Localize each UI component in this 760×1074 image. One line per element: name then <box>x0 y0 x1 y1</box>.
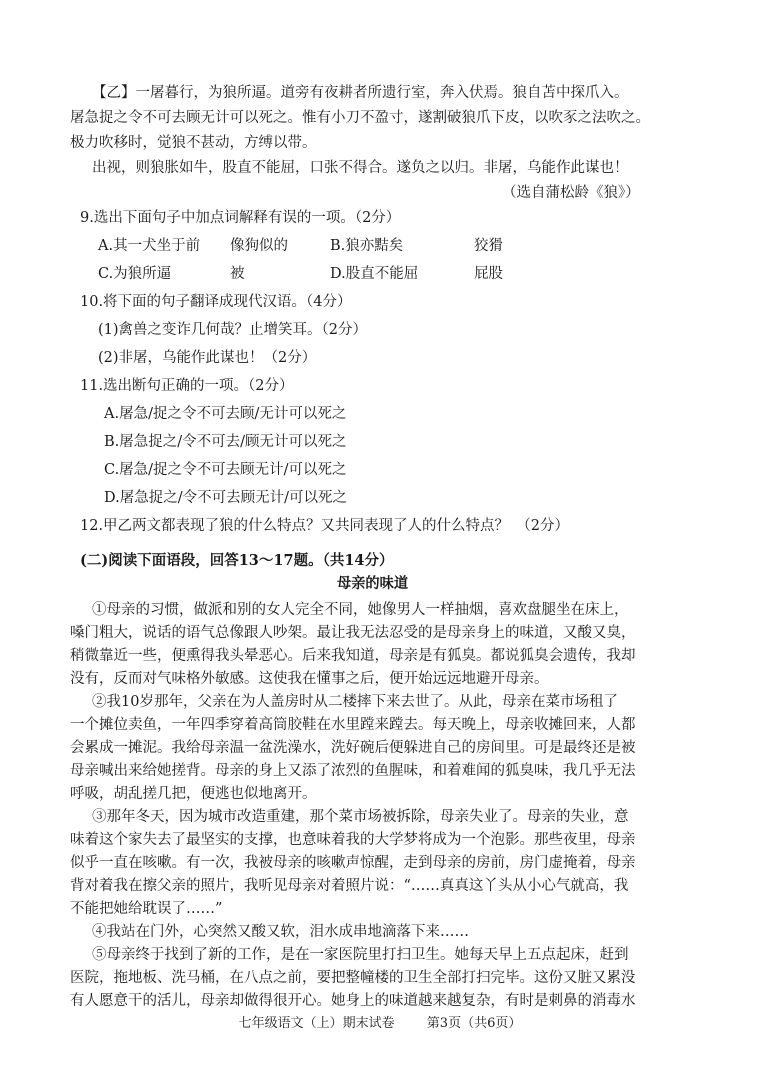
passage-b-line-3: 极力吹移时，觉狼不甚动，方缚以带。 <box>70 135 317 151</box>
article-line-4: 没有，反而对气味格外敏感。这使我在懂事之后，便开始远远地避开母亲。 <box>70 671 549 687</box>
q10-stem: 10.将下面的句子翻译成现代汉语。（4分） <box>80 294 352 310</box>
article-title: 母亲的味道 <box>336 576 409 592</box>
article-line-15: ④我站在门外，心突然又酸又软，泪水成串地滴落下来…… <box>92 924 469 940</box>
q9-option-b: B.狼亦黠矣 <box>330 238 404 254</box>
article-line-10: ③那年冬天，因为城市改造重建，那个菜市场被拆除，母亲失业了。母亲的失业，意 <box>92 809 629 825</box>
article-line-12: 似乎一直在咳嗽。有一次，我被母亲的咳嗽声惊醒，走到母亲的房前，房门虚掩着，母亲 <box>70 855 636 871</box>
q11-option-c: C.屠急/捉之令不可去顾无计/可以死之 <box>104 462 347 478</box>
q9-option-a: A.其一犬坐于前 <box>98 238 201 254</box>
article-line-18: 有人愿意干的活儿，母亲却做得很开心。她身上的味道越来越复杂，有时是刺鼻的消毒水 <box>70 993 636 1009</box>
q9-option-d: D.股直不能屈 <box>330 266 419 282</box>
article-line-16: ⑤母亲终于找到了新的工作，是在一家医院里打扫卫生。她每天早上五点起床，赶到 <box>92 947 629 963</box>
article-line-17: 医院，拖地板、洗马桶，在八点之前，要把整幢楼的卫生全部打扫完毕。这份又脏又累没 <box>70 970 636 986</box>
footer-exam-title: 七年级语文（上）期末试卷 <box>238 1016 395 1031</box>
article-line-14: 不能把她给耽误了……” <box>70 901 223 917</box>
section2-heading: (二)阅读下面语段，回答13～17题。（共14分） <box>80 552 394 569</box>
article-line-3: 稍微靠近一些，便熏得我头晕恶心。后来我知道，母亲是有狐臭。都说狐臭会遗传，我却 <box>70 648 636 664</box>
q11-option-b: B.屠急捉之/令不可去/顾无计可以死之 <box>104 434 347 450</box>
q10-item-1: (1)禽兽之变诈几何哉？止增笑耳。（2分） <box>98 322 368 338</box>
article-line-9: 呼吸，胡乱搓几把，便逃也似地离开。 <box>70 786 317 802</box>
q11-stem: 11.选出断句正确的一项。（2分） <box>80 378 294 394</box>
article-line-13: 背对着我在擦父亲的照片，我听见母亲对着照片说：“……真真这丫头从小心气就高，我 <box>70 878 629 894</box>
article-line-8: 母亲喊出来给她搓背。母亲的身上又添了浓烈的鱼腥味，和着难闻的狐臭味，我几乎无法 <box>70 763 636 779</box>
q9-stem: 9.选出下面句子中加点词解释有误的一项。（2分） <box>80 210 401 226</box>
passage-b-source: （选自蒲松龄《狼》） <box>502 185 640 201</box>
q9-option-c-gloss: 被 <box>230 266 245 282</box>
q9-option-d-gloss: 屁股 <box>474 266 503 282</box>
article-line-11: 味着这个家失去了最坚实的支撑，也意味着我的大学梦将成为一个泡影。那些夜里，母亲 <box>70 832 636 848</box>
q9-option-c: C.为狼所逼 <box>98 266 172 282</box>
passage-b-line-2: 屠急捉之令不可去顾无计可以死之。惟有小刀不盈寸，遂割破狼爪下皮，以吹豕之法吹之。 <box>70 110 650 126</box>
page-footer <box>0 1015 760 1033</box>
article-line-7: 会累成一摊泥。我给母亲温一盆洗澡水，洗好碗后便躲进自己的房间里。可是最终还是被 <box>70 740 636 756</box>
article-line-1: ①母亲的习惯，做派和别的女人完全不同，她像男人一样抽烟，喜欢盘腿坐在床上， <box>92 602 629 618</box>
q9-option-a-gloss: 像狗似的 <box>230 238 288 254</box>
passage-b-line-1: 【乙】一屠暮行，为狼所逼。道旁有夜耕者所遗行室，奔入伏焉。狼自苫中探爪入。 <box>92 85 629 101</box>
article-line-6: 一个摊位卖鱼，一年四季穿着高筒胶鞋在水里蹚来蹚去。每天晚上，母亲收摊回来，人都 <box>70 717 636 733</box>
passage-b-line-4: 出视，则狼胀如牛，股直不能屈，口张不得合。遂负之以归。非屠，乌能作此谋也！ <box>92 160 629 176</box>
article-line-2: 嗓门粗大，说话的语气总像跟人吵架。最让我无法忍受的是母亲身上的味道，又酸又臭， <box>70 625 636 641</box>
q10-item-2: (2)非屠，乌能作此谋也！（2分） <box>98 350 317 366</box>
q11-option-d: D.屠急捉之/令不可去顾无计/可以死之 <box>104 490 347 506</box>
q9-option-b-gloss: 狡猾 <box>474 238 503 254</box>
footer-page-number: 第3页（共6页） <box>426 1016 522 1031</box>
article-line-5: ②我10岁那年，父亲在为人盖房时从二楼摔下来去世了。从此，母亲在菜市场租了 <box>92 694 618 710</box>
q12-stem: 12.甲乙两文都表现了狼的什么特点？又共同表现了人的什么特点？ （2分） <box>80 518 570 534</box>
q11-option-a: A.屠急/捉之令不可去顾/无计可以死之 <box>104 406 347 422</box>
